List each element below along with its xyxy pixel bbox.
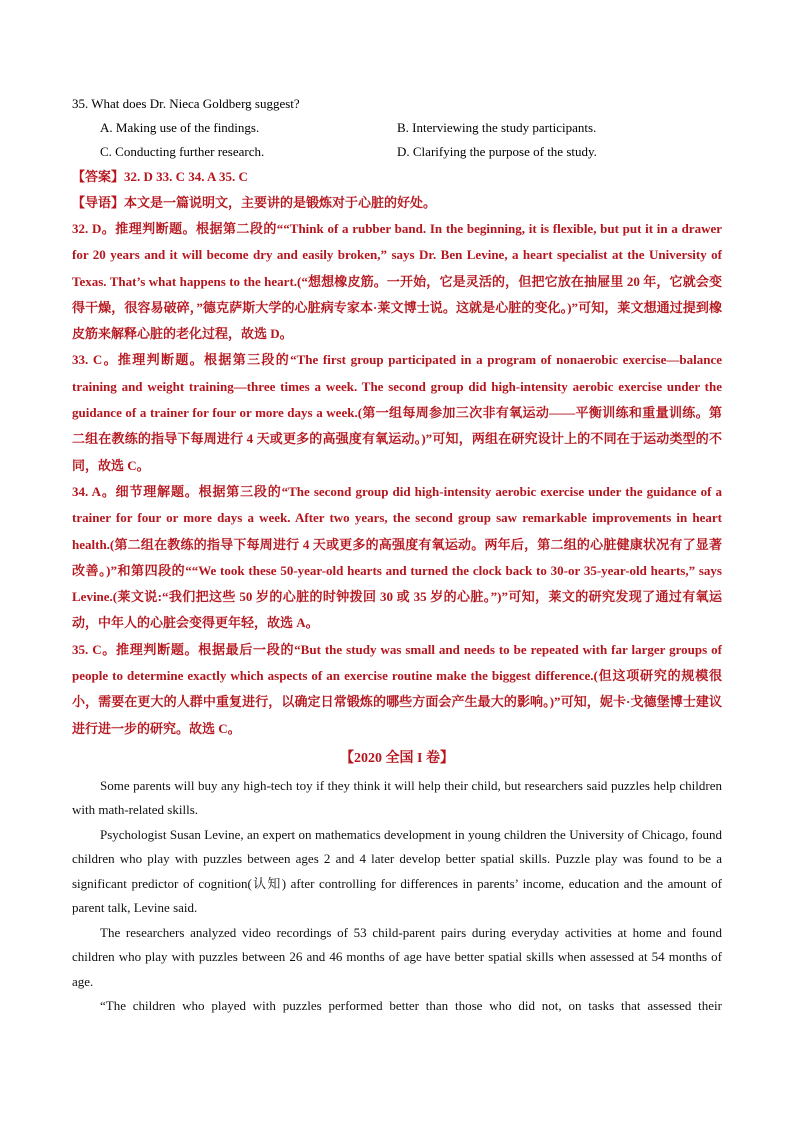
options-row-ab [72,116,722,140]
explanation-34: 34. A。细节理解题。根据第三段的“The second group did high-intensity aerobic exercise under the guidance of a trainer for four or more days a week. After two years, the second group saw remarkable improvements in heart health.(第二组在教练的指导下每周进行 4 天或更多的高强度有氧运动。两年后，第二组的心脏健康状况有了显著改善。)”和第四段的““We took these 50-year-old hearts and turned the clock back to 30-or 35-year-old hearts,” says Levine.(莱文说:“我们把这些 50 岁的心脏的时钟拨回 30 或 35 岁的心脏。”)”可知，莱文的研究发现了通过有氧运动，中年人的心脏会变得更年轻，故选 A。 [72,483,722,631]
passage-paragraph-4: “The children who played with puzzles performed better than those who did not, on tasks that assessed their [100,998,722,1014]
question-35-stem: 35. What does Dr. Nieca Goldberg suggest? [72,96,300,111]
document-page [72,92,722,1019]
reading-passage [72,774,722,1019]
options-row-cd [72,140,722,164]
explanation-33: 33. C。推理判断题。根据第三段的“The first group participated in a program of nonaerobic exercise—balance training and weight training—three times a week. The second group did high-intensity aerobic exercise under the guidance of a trainer for four or more days a week.(第一组每周参加三次非有氧运动——平衡训练和重量训练。第二组在教练的指导下每周进行 4 天或更多的高强度有氧运动。)”可知，两组在研究设计上的不同在于运动类型的不同，故选 C。 [72,352,722,473]
guide-text: 【导语】本文是一篇说明文，主要讲的是锻炼对于心脏的好处。 [72,195,437,210]
section-title: 【2020 全国 I 卷】 [340,750,454,766]
explanation-32: 32. D。推理判断题。根据第二段的““Think of a rubber band. In the beginning, it is flexible, but put it in a drawer for 20 years and it will become dry and easily broken,” says Dr. Ben Levine, a heart specialist at the University of Texas. That’s what happens to the heart.(“想想橡皮筋。一开始，它是灵活的，但把它放在抽屉里 20 年，它就会变得干燥，很容易破碎，”德克萨斯大学的心脏病专家本·莱文博士说。这就是心脏的变化。)”可知，莱文想通过提到橡皮筋来解释心脏的老化过程，故选 D。 [72,221,722,342]
option-d: D. Clarifying the purpose of the study. [397,144,597,159]
passage-paragraph-2: Psychologist Susan Levine, an expert on mathematics development in young children the University of Chicago, found children who play with puzzles between ages 2 and 4 later develop better spatial skills. Puzzle play was found to be a significant predictor of cognition(认知) after controlling for differences in parents’ income, education and the amount of parent talk, Levine said. [72,826,722,916]
option-c: C. Conducting further research. [100,144,265,159]
option-b: B. Interviewing the study participants. [397,120,597,135]
option-a: A. Making use of the findings. [100,120,260,135]
answer-explanations [72,164,722,742]
passage-paragraph-1: Some parents will buy any high-tech toy if they think it will help their child, but researchers said puzzles help children with math-related skills. [72,777,722,818]
answer-key: 【答案】32. D 33. C 34. A 35. C [72,169,248,184]
passage-paragraph-3: The researchers analyzed video recordings of 53 child-parent pairs during everyday activities at home and found children who play with puzzles between 26 and 46 months of age have better spatial skills when assessed at 54 months of age. [72,924,722,989]
explanation-35: 35. C。推理判断题。根据最后一段的“But the study was small and needs to be repeated with far larger groups of people to determine exactly which aspects of an exercise routine make the biggest difference.(但这项研究的规模很小，需要在更大的人群中重复进行，以确定日常锻炼的哪些方面会产生最大的影响。)”可知，妮卡·戈德堡博士建议进行进一步的研究。故选 C。 [72,641,722,736]
